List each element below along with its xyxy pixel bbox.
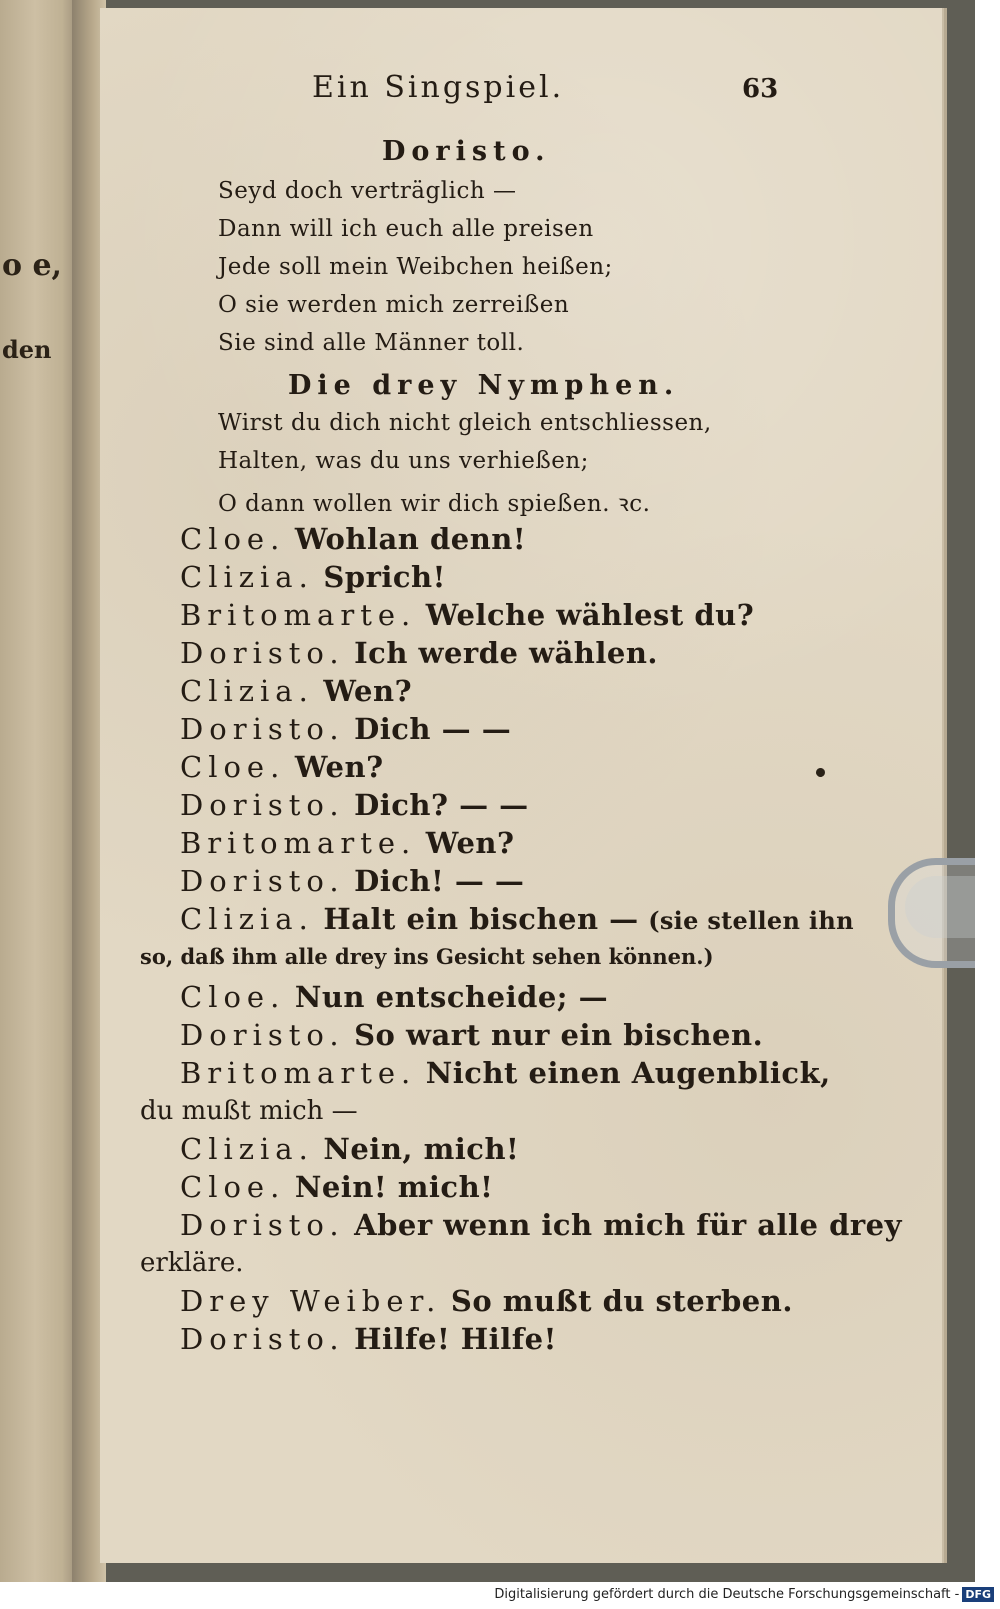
dialogue-line (180, 864, 524, 898)
speech-text: Dich? — — (354, 788, 529, 822)
speaker-name: Doristo. (180, 1208, 345, 1242)
speaker-name: Clizia. (180, 1132, 314, 1166)
speaker-name: Cloe. (180, 980, 286, 1014)
verse-line: Jede soll mein Weibchen heißen; (218, 254, 613, 280)
speech-text: Wen? (425, 826, 515, 860)
footer-credit (494, 1587, 994, 1602)
speaker-name: Cloe. (180, 522, 286, 556)
speaker-heading: Doristo. (382, 136, 551, 167)
speech-text: Dich — — (354, 712, 512, 746)
dialogue-line (180, 1208, 902, 1242)
speech-continuation: erkläre. (140, 1248, 244, 1278)
speech-text: Aber wenn ich mich für alle drey (354, 1208, 902, 1242)
dialogue-line (180, 560, 446, 594)
dfg-logo: DFG (962, 1587, 994, 1602)
speaker-name: Doristo. (180, 636, 345, 670)
speaker-name: Clizia. (180, 902, 314, 936)
stage-direction-continuation: so, daß ihm alle drey ins Gesicht sehen können.) (140, 944, 714, 969)
speaker-heading: Die drey Nymphen. (288, 370, 680, 401)
speech-text: Ich werde wählen. (354, 636, 659, 670)
speech-text: Wen? (323, 674, 413, 708)
speaker-name: Cloe. (180, 750, 286, 784)
speech-text: Nicht einen Augenblick, (425, 1056, 831, 1090)
dialogue-line (180, 522, 526, 556)
speaker-name: Clizia. (180, 674, 314, 708)
speaker-name: Doristo. (180, 864, 345, 898)
speech-continuation: du mußt mich — (140, 1096, 358, 1126)
speaker-name: Doristo. (180, 712, 345, 746)
dialogue-line (180, 980, 608, 1014)
speech-text: Welche wählest du? (425, 598, 755, 632)
speech-text: Nun entscheide; — (294, 980, 609, 1014)
speech-text: Sprich! (323, 560, 446, 594)
dialogue-line (180, 1170, 493, 1204)
left-page-fragment: den (2, 335, 52, 364)
verse-line: Halten, was du uns verhießen; (218, 448, 589, 474)
speaker-name: Clizia. (180, 560, 314, 594)
left-page-fragment: o e, (2, 248, 62, 283)
dialogue-line (180, 674, 412, 708)
speaker-name: Doristo. (180, 1322, 345, 1356)
dialogue-line (180, 598, 754, 632)
dialogue-line (180, 1018, 763, 1052)
speech-text: Wen? (294, 750, 384, 784)
speech-text: Dich! — — (354, 864, 525, 898)
speech-text: Nein, mich! (323, 1132, 520, 1166)
speech-text: Nein! mich! (294, 1170, 494, 1204)
dialogue-line (180, 1322, 557, 1356)
speech-text: Wohlan denn! (294, 522, 527, 556)
verse-line: Wirst du dich nicht gleich entschliessen, (218, 410, 712, 436)
footer-text: Digitalisierung gefördert durch die Deutsche Forschungsgemeinschaft - (494, 1587, 960, 1602)
speech-text: So mußt du sterben. (450, 1284, 793, 1318)
speech-text: Halt ein bischen — (323, 902, 639, 936)
verse-line: O dann wollen wir dich spießen. ꝛc. (218, 491, 651, 517)
dialogue-line (180, 636, 658, 670)
speaker-name: Britomarte. (180, 826, 417, 860)
left-page-edge (0, 0, 78, 1582)
speech-text: So wart nur ein bischen. (354, 1018, 764, 1052)
stage-direction: (sie stellen ihn (648, 906, 854, 935)
dialogue-line (180, 826, 515, 860)
dialogue-line (180, 1284, 793, 1318)
speech-text: Hilfe! Hilfe! (354, 1322, 557, 1356)
speaker-name: Drey Weiber. (180, 1284, 442, 1318)
speaker-name: Cloe. (180, 1170, 286, 1204)
dialogue-line (180, 750, 384, 784)
speaker-name: Doristo. (180, 1018, 345, 1052)
speaker-name: Britomarte. (180, 1056, 417, 1090)
speaker-name: Doristo. (180, 788, 345, 822)
page-number: 63 (742, 74, 779, 104)
speaker-name: Britomarte. (180, 598, 417, 632)
verse-line: Dann will ich euch alle preisen (218, 216, 594, 242)
dialogue-line (180, 902, 854, 936)
dialogue-line (180, 1132, 519, 1166)
verse-line: O sie werden mich zerreißen (218, 292, 570, 318)
page-clip-inner (905, 876, 975, 938)
running-head: Ein Singspiel. (312, 70, 565, 105)
verse-line: Seyd doch verträglich — (218, 178, 517, 204)
dialogue-line (180, 788, 529, 822)
verse-line: Sie sind alle Männer toll. (218, 330, 525, 356)
dialogue-line (180, 1056, 831, 1090)
dialogue-line (180, 712, 511, 746)
